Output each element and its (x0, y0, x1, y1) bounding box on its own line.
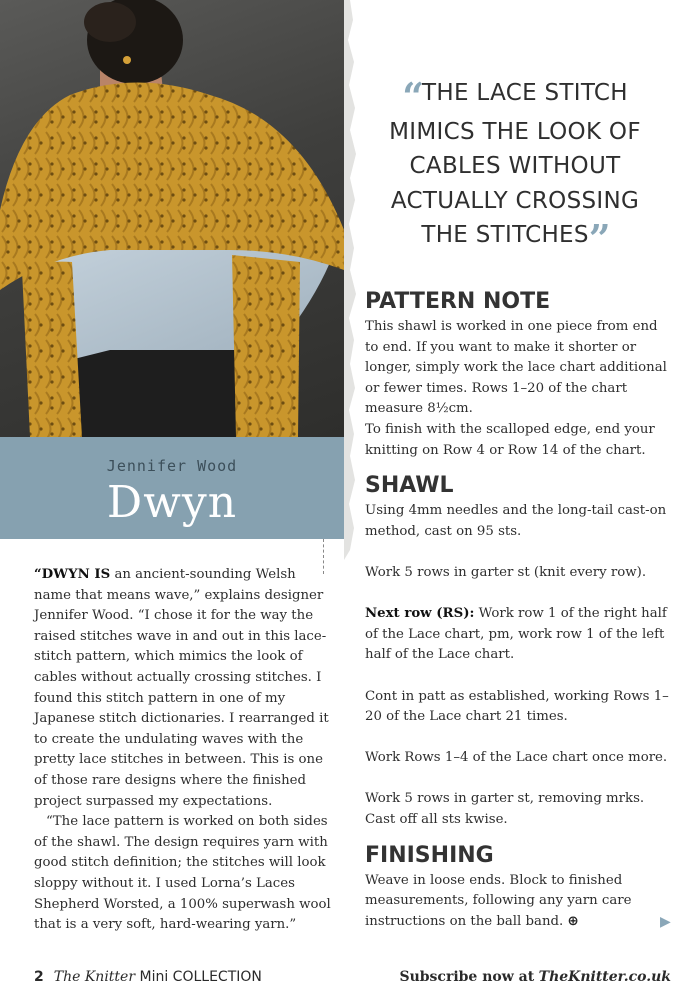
shawl-step-3-lead: Next row (RS): (365, 606, 475, 622)
shawl-step-5: Work Rows 1–4 of the Lace chart once more. (365, 750, 668, 766)
shawl-step-3 (365, 604, 670, 666)
finishing-heading: FINISHING (365, 842, 494, 868)
intro-lead: “DWYN IS (34, 567, 111, 582)
close-quote-icon: ” (588, 216, 609, 261)
shawl-heading: SHAWL (365, 473, 454, 499)
subscribe-label: Subscribe now at (399, 969, 535, 985)
next-page-arrow-icon: ▶ (660, 914, 671, 930)
magazine-title: The Knitter (53, 969, 136, 985)
shawl-model-photo (0, 0, 344, 437)
shawl-step-2: Work 5 rows in garter st (knit every row). (365, 564, 647, 580)
pattern-note-para-1: This shawl is worked in one piece from end to end. If you want to make it shorter or longer, simply work the lace chart additional or fewer times. Rows 1–20 of the chart measure 8½cm. (365, 319, 667, 417)
shawl-step-4: Cont in patt as established, working Rows 1–20 of the Lace chart 21 times. (365, 688, 669, 725)
footer-subscribe[interactable] (399, 969, 671, 985)
finishing-text (365, 871, 670, 933)
subscribe-link[interactable]: TheKnitter.co.uk (538, 969, 671, 985)
footer-left (34, 969, 262, 985)
end-of-article-icon: ⊕ (567, 913, 579, 929)
open-quote-icon: “ (402, 74, 423, 119)
magazine-mini: Mini (139, 969, 169, 985)
intro-text (34, 565, 334, 936)
torn-paper-edge (344, 0, 362, 560)
finishing-body: Weave in loose ends. Block to finished measurements, following any yarn care instructions on the ball band. (365, 872, 632, 929)
pattern-note-para-2: To finish with the scalloped edge, end your knitting on Row 4 or Row 14 of the chart. (365, 421, 655, 458)
pull-quote (370, 74, 660, 261)
magazine-collection: COLLECTION (172, 969, 262, 985)
shawl-left-end (22, 262, 82, 437)
page-number: 2 (34, 969, 44, 985)
design-title: Dwyn (106, 477, 238, 528)
pattern-note-heading: PATTERN NOTE (365, 289, 551, 314)
shawl-step-1: Using 4mm needles and the long-tail cast-on method, cast on 95 sts. (365, 503, 667, 539)
shawl-step-3-body: Work row 1 of the right half of the Lace chart, pm, work row 1 of the left half of the Lace chart. (365, 606, 667, 663)
designer-banner (0, 437, 344, 539)
earring-shape (123, 56, 131, 64)
shawl-right-end (232, 255, 300, 437)
intro-paragraph-1 (34, 565, 334, 812)
intro-paragraph-2: “The lace pattern is worked on both sides of the shawl. The design requires yarn with good stitch definition; the stitches will look sloppy without it. I used Lorna’s Laces Shepherd Worsted, a 100% superwash wool that is a very soft, hard-wearing yarn.” (34, 814, 331, 933)
pattern-instructions (365, 287, 670, 932)
pull-quote-text: THE LACE STITCH MIMICS THE LOOK OF CABLES WITHOUT ACTUALLY CROSSING THE STITCHES (389, 80, 641, 248)
designer-name: Jennifer Wood (106, 457, 238, 475)
intro-paragraph-1-body: an ancient-sounding Welsh name that means wave,” explains designer Jennifer Wood. “I chose it for the way the raised stitches wave in and out in this lace-stitch pattern, which mimics the look of cables without actually crossing stitches. I found this stitch pattern in one of my Japanese stitch dictionaries. I rearranged it to create the undulating waves with the pretty lace stitches in between. This is one of those rare designs where the finished project surpassed my expectations. (34, 567, 329, 809)
shawl-step-6: Work 5 rows in garter st, removing mrks. Cast off all sts kwise. (365, 791, 645, 828)
shawl-illustration (0, 0, 344, 437)
